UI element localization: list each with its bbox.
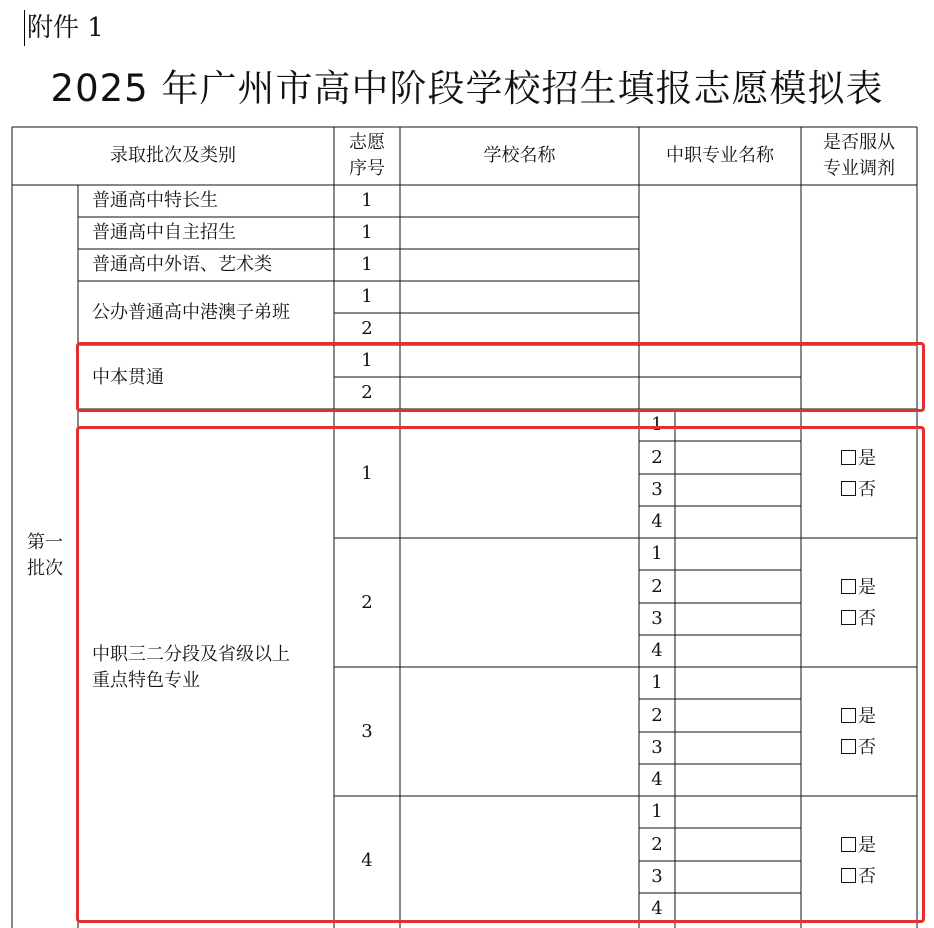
checkbox-box[interactable] xyxy=(841,837,856,852)
checkbox-box[interactable] xyxy=(841,481,856,496)
order-number: 4 xyxy=(361,850,373,871)
category-vocational-line1: 中职三二分段及省级以上 xyxy=(92,644,290,665)
major-number: 2 xyxy=(651,447,663,468)
header-order-line1: 志愿 xyxy=(349,132,385,153)
order-number: 2 xyxy=(361,382,373,403)
checkbox-box[interactable] xyxy=(841,450,856,465)
major-number: 2 xyxy=(651,834,663,855)
batch-label-line1: 第一 xyxy=(27,532,63,553)
header-category: 录取批次及类别 xyxy=(110,145,236,166)
category-specialty: 普通高中特长生 xyxy=(92,190,218,211)
major-number: 4 xyxy=(651,511,663,532)
order-number: 2 xyxy=(361,592,373,613)
header-adjust-line2: 专业调剂 xyxy=(823,158,895,179)
major-number: 1 xyxy=(651,801,663,822)
major-number: 2 xyxy=(651,705,663,726)
category-hk-macau: 公办普通高中港澳子弟班 xyxy=(92,302,290,323)
adjust-no-checkbox[interactable] xyxy=(841,865,876,889)
adjust-no-label: 否 xyxy=(858,737,876,758)
checkbox-box[interactable] xyxy=(841,739,856,754)
order-number: 1 xyxy=(361,222,373,243)
major-number: 2 xyxy=(651,576,663,597)
order-number: 1 xyxy=(361,286,373,307)
adjust-yes-label: 是 xyxy=(858,448,876,469)
header-school: 学校名称 xyxy=(483,145,556,166)
checkbox-box[interactable] xyxy=(841,579,856,594)
category-vocational-line2: 重点特色专业 xyxy=(92,670,200,691)
adjust-yes-checkbox[interactable] xyxy=(841,705,876,729)
attachment-label: 附件 1 xyxy=(24,10,104,46)
order-number: 1 xyxy=(361,350,373,371)
batch-label-line2: 批次 xyxy=(27,558,63,579)
checkbox-box[interactable] xyxy=(841,610,856,625)
header-adjust-line1: 是否服从 xyxy=(823,132,895,153)
category-zhongben: 中本贯通 xyxy=(92,367,164,388)
adjust-no-label: 否 xyxy=(858,608,876,629)
major-number: 1 xyxy=(651,543,663,564)
adjust-yes-checkbox[interactable] xyxy=(841,576,876,600)
order-number: 1 xyxy=(361,190,373,211)
header-order-line2: 序号 xyxy=(349,158,385,179)
major-number: 1 xyxy=(651,414,663,435)
major-number: 3 xyxy=(651,608,663,629)
adjust-yes-label: 是 xyxy=(858,835,876,856)
major-number: 1 xyxy=(651,672,663,693)
order-number: 1 xyxy=(361,463,373,484)
major-number: 3 xyxy=(651,737,663,758)
category-language-art: 普通高中外语、艺术类 xyxy=(92,254,272,275)
category-autonomous: 普通高中自主招生 xyxy=(92,222,236,243)
adjust-no-checkbox[interactable] xyxy=(841,736,876,760)
major-number: 4 xyxy=(651,898,663,919)
adjust-no-label: 否 xyxy=(858,866,876,887)
adjust-no-checkbox[interactable] xyxy=(841,607,876,631)
adjust-yes-label: 是 xyxy=(858,577,876,598)
checkbox-box[interactable] xyxy=(841,708,856,723)
major-number: 3 xyxy=(651,479,663,500)
order-number: 2 xyxy=(361,318,373,339)
adjust-yes-label: 是 xyxy=(858,706,876,727)
adjust-no-label: 否 xyxy=(858,479,876,500)
adjust-yes-checkbox[interactable] xyxy=(841,447,876,471)
adjust-yes-checkbox[interactable] xyxy=(841,834,876,858)
major-number: 4 xyxy=(651,640,663,661)
checkbox-box[interactable] xyxy=(841,868,856,883)
order-number: 1 xyxy=(361,254,373,275)
header-major: 中职专业名称 xyxy=(666,145,774,166)
order-number: 3 xyxy=(361,721,373,742)
major-number: 4 xyxy=(651,769,663,790)
major-number: 3 xyxy=(651,866,663,887)
page-title: 2025 年广州市高中阶段学校招生填报志愿模拟表 xyxy=(50,67,884,110)
adjust-no-checkbox[interactable] xyxy=(841,478,876,502)
